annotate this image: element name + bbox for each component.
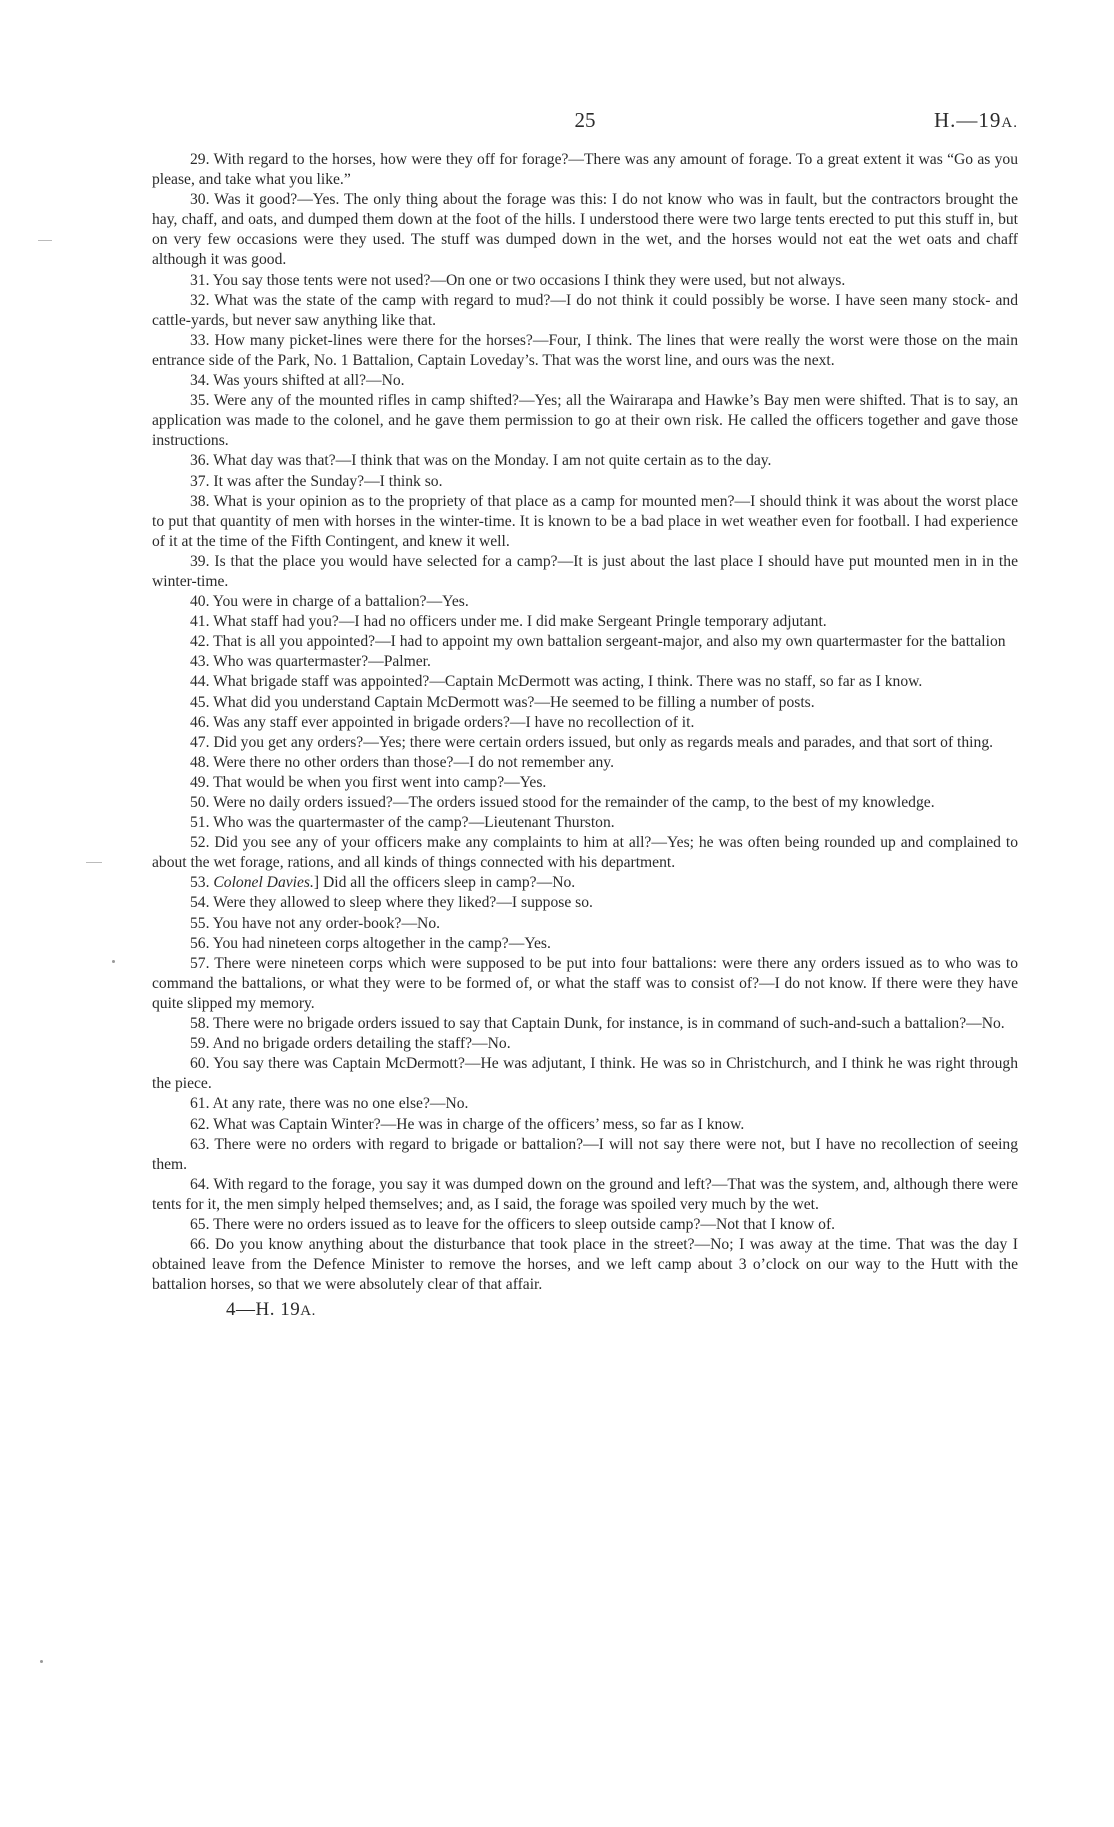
question-answer: 58. There were no brigade orders issued to say that Captain Dunk, for instance, is in command of such-and-such a battalion?—No. bbox=[190, 1015, 1005, 1033]
question-answer: 49. That would be when you first went into camp?—Yes. bbox=[190, 773, 547, 791]
question-answer: 34. Was yours shifted at all?—No. bbox=[190, 372, 405, 390]
question-answer: 36. What day was that?—I think that was on the Monday. I am not quite certain as to the day. bbox=[190, 452, 772, 470]
question-answer: 66. Do you know anything about the disturbance that took place in the street?—No; I was away at the time. That was the day I obtained leave from the Defence Minister to remove the horses, and we left camp about 3 o’clock on our way to the Hutt with the battalion horses, so that we were absolutely clear of that affair. bbox=[152, 1236, 1018, 1294]
margin-dot bbox=[40, 1660, 43, 1663]
question-answer: 51. Who was the quartermaster of the camp?—Lieutenant Thurston. bbox=[190, 814, 615, 832]
question-answer: 42. That is all you appointed?—I had to appoint my own battalion sergeant-major, and also my own quartermaster for the battalion bbox=[190, 633, 1006, 651]
question-answer: 31. You say those tents were not used?—On one or two occasions I think they were used, but not always. bbox=[190, 271, 846, 289]
question-answer: 63. There were no orders with regard to brigade or battalion?—I will not say there were not, but I have no recollection of seeing them. bbox=[152, 1135, 1018, 1173]
question-answer: 32. What was the state of the camp with regard to mud?—I do not think it could possibly be worse. I have seen many stock- and cattle-yards, but never saw anything like that. bbox=[152, 291, 1018, 329]
question-answer: 48. Were there no other orders than those?—I do not remember any. bbox=[190, 753, 614, 771]
margin-mark bbox=[86, 862, 102, 863]
signature-reference bbox=[226, 1299, 1018, 1321]
question-answer: 29. With regard to the horses, how were they off for forage?—There was any amount of forage. To a great extent it was “Go as you please, and take what you like.” bbox=[152, 151, 1018, 189]
question-answer: 54. Were they allowed to sleep where they liked?—I suppose so. bbox=[190, 894, 593, 912]
question-text: ] Did all the officers sleep in camp?—No. bbox=[313, 874, 576, 892]
question-answer: 62. What was Captain Winter?—He was in charge of the officers’ mess, so far as I know. bbox=[190, 1115, 745, 1133]
document-reference-suffix: A. bbox=[1001, 115, 1018, 131]
question-answer: 50. Were no daily orders issued?—The orders issued stood for the remainder of the camp, to the best of my knowledge. bbox=[190, 794, 935, 811]
page-number: 25 bbox=[574, 108, 596, 132]
question-answer: 35. Were any of the mounted rifles in camp shifted?—Yes; all the Wairarapa and Hawke’s Bay men were shifted. That is to say, an application was made to the colonel, and he gave them permission to go at their own risk. He called the officers together and gave those instructions. bbox=[152, 392, 1018, 450]
question-answer: 52. Did you see any of your officers make any complaints to him at all?—Yes; he was often being rounded up and complained to about the wet forage, rations, and all kinds of things connected with his department. bbox=[152, 834, 1018, 872]
margin-mark bbox=[38, 240, 52, 241]
question-answer: 39. Is that the place you would have selected for a camp?—It is just about the last place I should have put mounted men in in the winter-time. bbox=[152, 552, 1018, 590]
question-answer: 33. How many picket-lines were there for the horses?—Four, I think. The lines that were really the worst were those on the main entrance side of the Park, No. 1 Battalion, Captain Loveday’s. That was the worst line, and ours was the next. bbox=[152, 331, 1018, 369]
question-answer: 55. You have not any order-book?—No. bbox=[190, 914, 441, 932]
question-answer: 47. Did you get any orders?—Yes; there were certain orders issued, but only as regards meals and parades, and that sort of thing. bbox=[190, 733, 994, 751]
question-answer: 44. What brigade staff was appointed?—Captain McDermott was acting, I think. There was no staff, so far as I know. bbox=[190, 673, 923, 691]
document-reference bbox=[934, 108, 1018, 133]
question-answer-with-speaker bbox=[152, 873, 1018, 893]
question-answer: 40. You were in charge of a battalion?—Yes. bbox=[190, 593, 469, 611]
testimony-body bbox=[152, 150, 1018, 1295]
signature-reference-suffix: A. bbox=[300, 1303, 316, 1320]
page-header bbox=[152, 108, 1018, 150]
question-answer: 59. And no brigade orders detailing the staff?—No. bbox=[190, 1035, 511, 1053]
document-reference-main: H.—19 bbox=[933, 108, 1002, 132]
question-answer: 61. At any rate, there was no one else?—No. bbox=[190, 1095, 469, 1113]
document-page bbox=[152, 108, 1018, 1321]
question-answer: 57. There were nineteen corps which were supposed to be put into four battalions: were there any orders issued as to who was to command the battalions, or what they were to be formed of, or what the staff was to consist of?—I do not know. If there were they have quite slipped my memory. bbox=[152, 954, 1018, 1012]
question-answer: 45. What did you understand Captain McDermott was?—He seemed to be filling a number of posts. bbox=[190, 693, 815, 711]
question-answer: 41. What staff had you?—I had no officers under me. I did make Sergeant Pringle temporary adjutant. bbox=[190, 613, 827, 631]
question-answer: 30. Was it good?—Yes. The only thing about the forage was this: I do not know who was in fault, but the contractors brought the hay, chaff, and oats, and dumped them down at the foot of the hills. I understood there were two large tents erected to put this stuff in, but on very few occasions were they used. The stuff was dumped down in the wet, and the horses would not eat the wet oats and chaff although it was good. bbox=[152, 191, 1018, 269]
question-answer: 37. It was after the Sunday?—I think so. bbox=[190, 472, 443, 490]
question-answer: 65. There were no orders issued as to leave for the officers to sleep outside camp?—Not that I know of. bbox=[190, 1215, 836, 1233]
question-answer: 46. Was any staff ever appointed in brigade orders?—I have no recollection of it. bbox=[190, 713, 695, 731]
signature-reference-main: 4—H. 19 bbox=[226, 1299, 301, 1321]
question-answer: 43. Who was quartermaster?—Palmer. bbox=[190, 653, 431, 671]
question-answer: 56. You had nineteen corps altogether in the camp?—Yes. bbox=[190, 934, 551, 952]
margin-dot bbox=[112, 960, 115, 963]
question-number: 53. bbox=[190, 874, 210, 892]
question-answer: 64. With regard to the forage, you say it was dumped down on the ground and left?—That was the system, and, although there were tents for it, the men simply helped themselves; and, as I said, the forage was spoiled very much by the wet. bbox=[152, 1175, 1018, 1213]
speaker-name: Colonel Davies. bbox=[213, 874, 314, 892]
question-answer: 38. What is your opinion as to the propriety of that place as a camp for mounted men?—I should think it was about the worst place to put that quantity of men with horses in the winter-time. It is known to be a bad place in wet weather even for football. I had experience of it at the time of the Fifth Contingent, and knew it well. bbox=[152, 492, 1018, 550]
question-answer: 60. You say there was Captain McDermott?—He was adjutant, I think. He was so in Christchurch, and I think he was right through the piece. bbox=[152, 1055, 1018, 1093]
